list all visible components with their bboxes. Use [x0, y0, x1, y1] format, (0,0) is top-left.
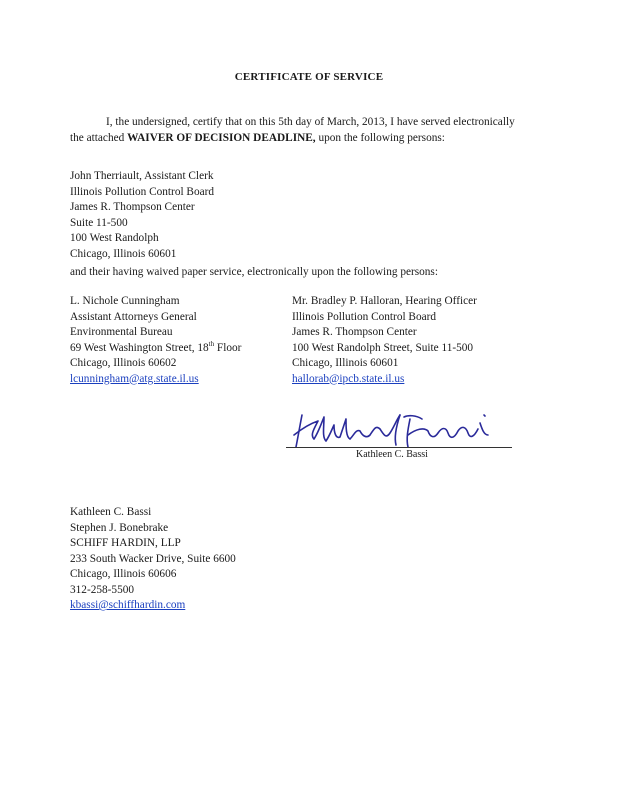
- address-line: James R. Thompson Center: [70, 201, 195, 213]
- address-line: Chicago, Illinois 60601: [292, 357, 399, 369]
- certification-paragraph: [70, 114, 520, 146]
- waiver-intro-text: and their having waived paper service, electronically upon the following persons:: [70, 266, 438, 278]
- served-document-name: WAIVER OF DECISION DEADLINE,: [127, 132, 316, 144]
- address-line: James R. Thompson Center: [292, 326, 417, 338]
- signature-block: [284, 405, 524, 465]
- address-line: 100 West Randolph Street, Suite 11-500: [292, 341, 474, 354]
- address-line: Chicago, Illinois 60606: [70, 568, 177, 580]
- street-suffix: Floor: [214, 341, 242, 354]
- address-line: Chicago, Illinois 60601: [70, 247, 177, 260]
- street-line: [70, 341, 241, 357]
- certification-prefix: I, the undersigned, certify that on this 5th day of March, 2013, I have served electronically the attached: [70, 116, 515, 144]
- address-line: Stephen J. Bonebrake: [70, 521, 169, 534]
- signer-address-block: [70, 505, 236, 614]
- street-text: 69 West Washington Street, 18: [70, 341, 209, 354]
- address-line: Chicago, Illinois 60602: [70, 357, 177, 369]
- address-line: SCHIFF HARDIN, LLP: [70, 537, 181, 549]
- email-link-cunningham[interactable]: lcunningham@atg.state.il.us: [70, 372, 199, 385]
- certificate-title: CERTIFICATE OF SERVICE: [234, 71, 384, 83]
- address-line: Suite 11-500: [70, 216, 128, 229]
- ordinal-suffix: th: [208, 339, 215, 348]
- address-line: Environmental Bureau: [70, 326, 173, 338]
- address-line: 233 South Wacker Drive, Suite 6600: [70, 552, 236, 565]
- signature-printed-name: Kathleen C. Bassi: [356, 449, 428, 460]
- email-link-halloran[interactable]: hallorab@ipcb.state.il.us: [292, 372, 405, 385]
- address-line: John Therriault, Assistant Clerk: [70, 170, 214, 182]
- certification-suffix: upon the following persons:: [315, 132, 445, 144]
- address-line: L. Nichole Cunningham: [70, 295, 180, 307]
- address-line: Mr. Bradley P. Halloran, Hearing Officer: [292, 295, 477, 307]
- address-line: 100 West Randolph: [70, 232, 159, 244]
- address-line: Illinois Pollution Control Board: [70, 185, 215, 198]
- primary-recipient-address: [70, 169, 214, 262]
- phone-number: 312-258-5500: [70, 583, 135, 596]
- recipient-left-address: [70, 294, 241, 387]
- signature-line: [286, 447, 512, 448]
- recipient-right-address: [292, 294, 477, 387]
- address-line: Assistant Attorneys General: [70, 310, 197, 323]
- address-line: Illinois Pollution Control Board: [292, 310, 437, 323]
- email-link-bassi[interactable]: kbassi@schiffhardin.com: [70, 599, 186, 611]
- address-line: Kathleen C. Bassi: [70, 506, 152, 518]
